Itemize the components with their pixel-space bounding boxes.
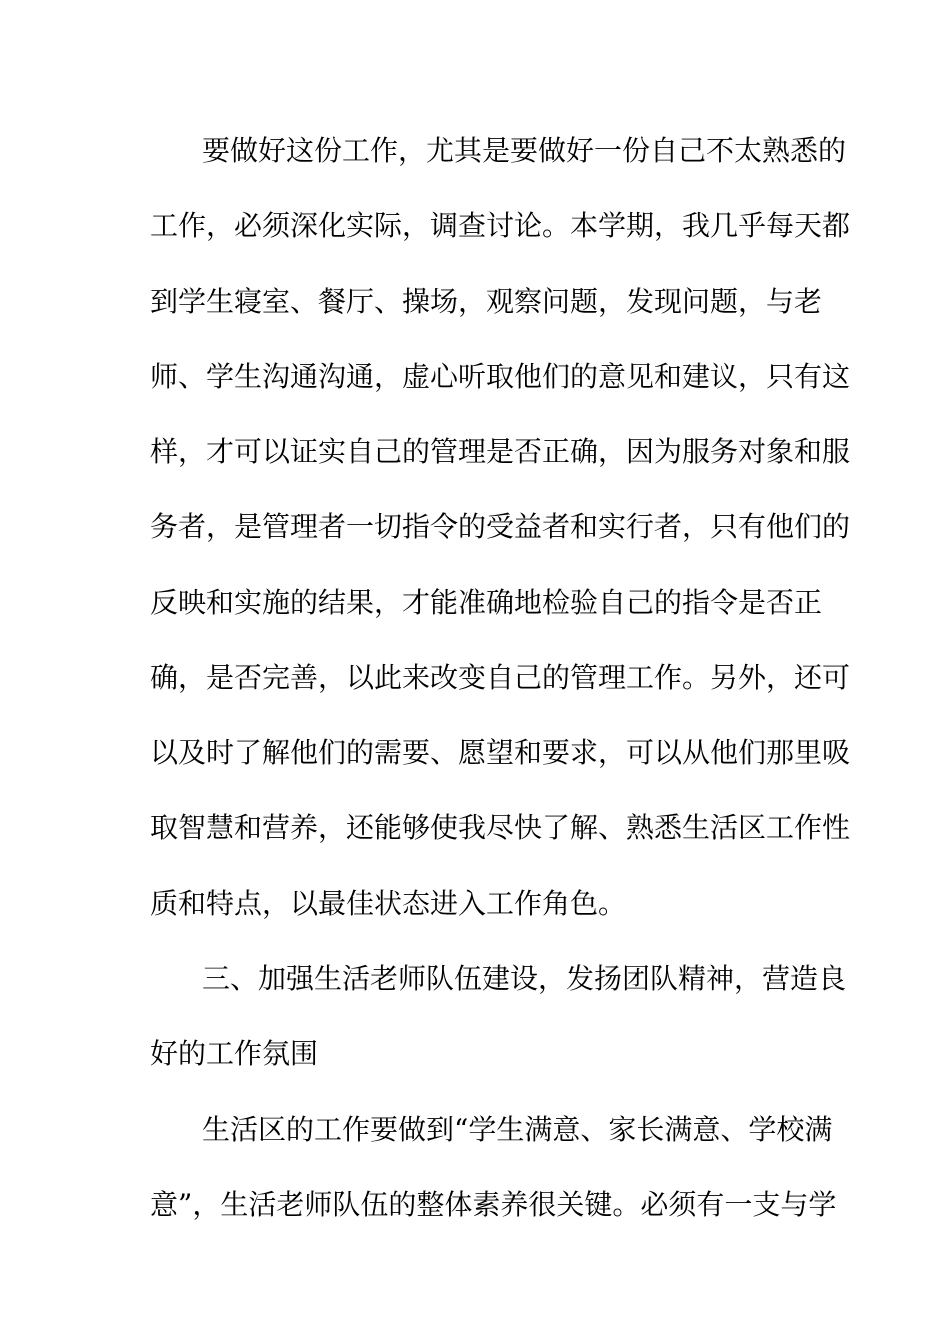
paragraph-line: 到学生寝室、餐厅、操场，观察问题，发现问题，与老 bbox=[150, 285, 823, 318]
paragraph-line: 样，才可以证实自己的管理是否正确，因为服务对象和服 bbox=[150, 435, 851, 468]
paragraph-line: 工作，必须深化实际，调查讨论。本学期，我几乎每天都 bbox=[150, 209, 851, 242]
paragraph-line: 意”，生活老师队伍的整体素养很关键。必须有一支与学 bbox=[150, 1188, 837, 1221]
paragraph-line: 师、学生沟通沟通，虚心听取他们的意见和建议，只有这 bbox=[150, 360, 851, 393]
paragraph-line: 质和特点，以最佳状态进入工作角色。 bbox=[150, 887, 627, 920]
paragraph-line: 以及时了解他们的需要、愿望和要求，可以从他们那里吸 bbox=[150, 736, 851, 769]
section-heading-line: 三、加强生活老师队伍建设，发扬团队精神，营造良 bbox=[202, 962, 847, 995]
paragraph-line: 取智慧和营养，还能够使我尽快了解、熟悉生活区工作性 bbox=[150, 811, 851, 844]
paragraph-line: 反映和实施的结果，才能准确地检验自己的指令是否正 bbox=[150, 586, 823, 619]
paragraph-line: 确，是否完善，以此来改变自己的管理工作。另外，还可 bbox=[150, 661, 851, 694]
section-heading-line: 好的工作氛围 bbox=[150, 1037, 319, 1070]
paragraph-line: 要做好这份工作，尤其是要做好一份自己不太熟悉的 bbox=[202, 134, 847, 167]
paragraph-line: 务者，是管理者一切指令的受益者和实行者，只有他们的 bbox=[150, 510, 851, 543]
paragraph-line: 生活区的工作要做到“学生满意、家长满意、学校满 bbox=[202, 1113, 833, 1146]
